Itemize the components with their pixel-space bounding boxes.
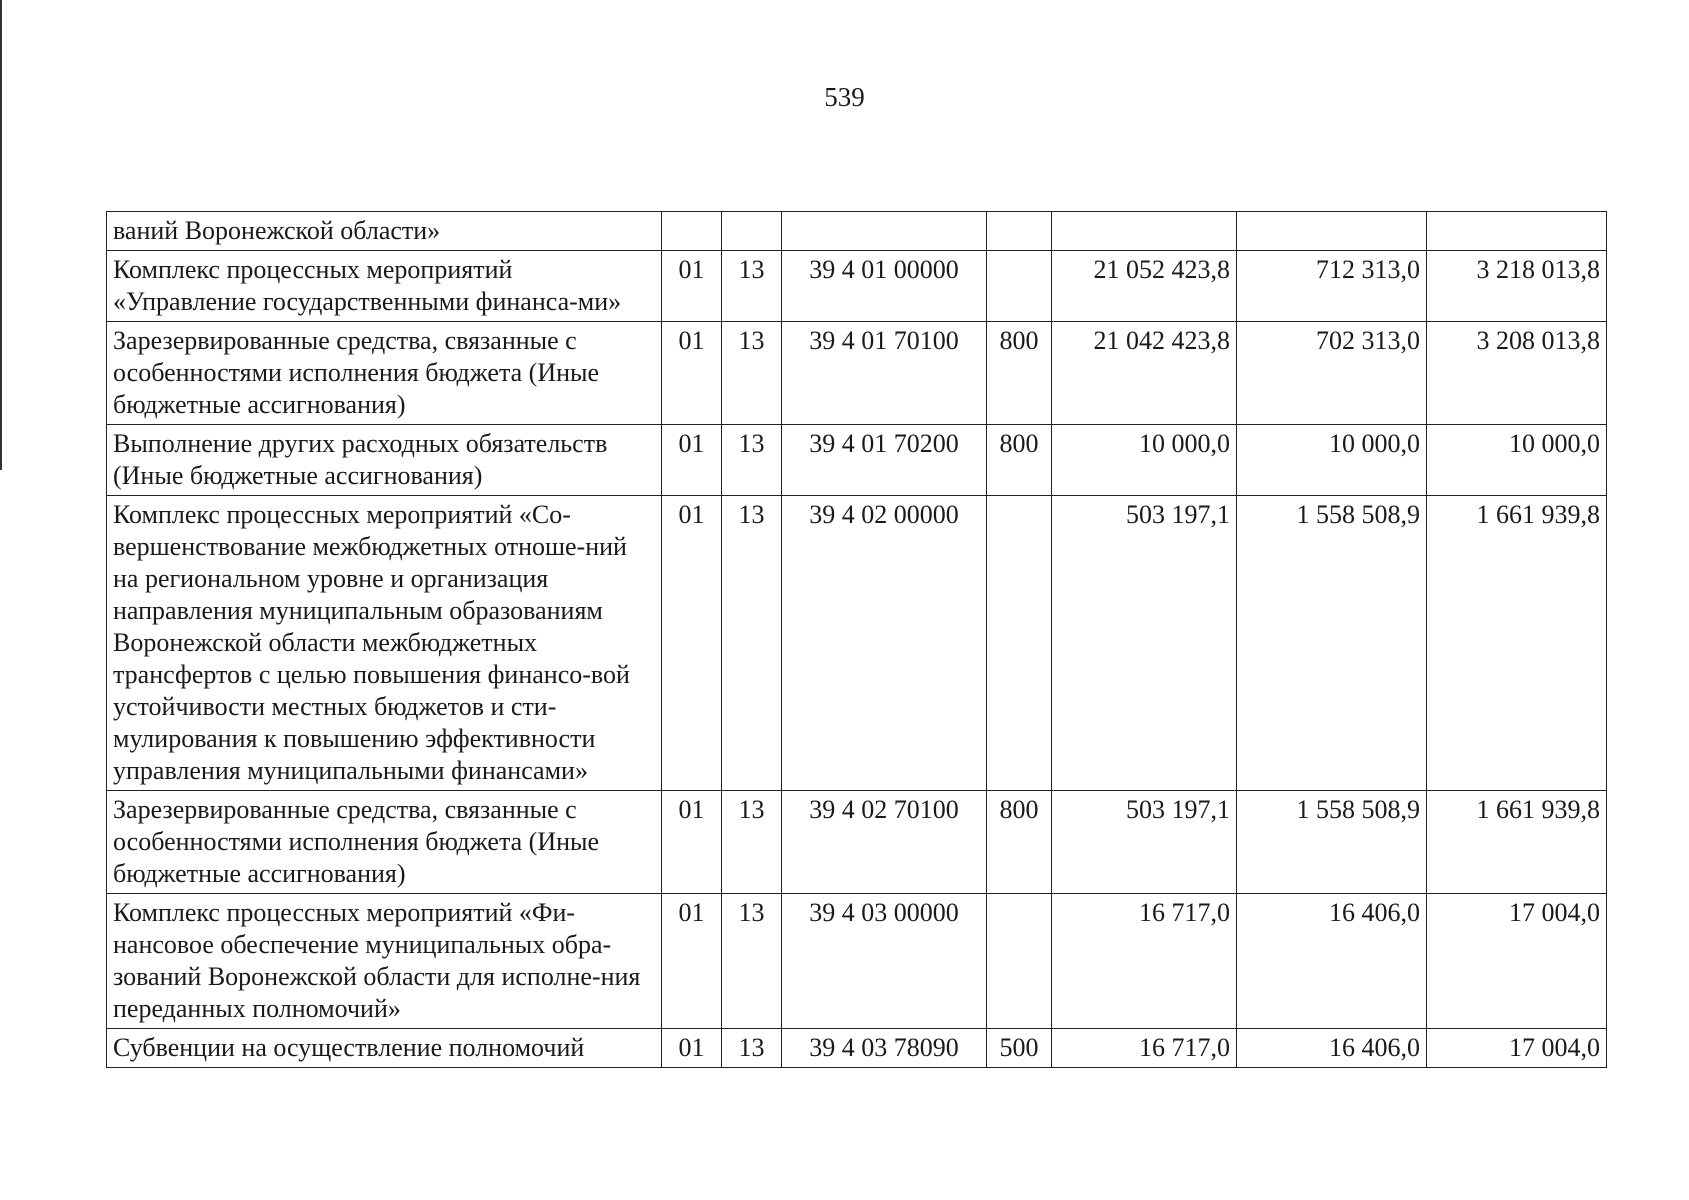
row-name: Зарезервированные средства, связанные с особенностями исполнения бюджета (Иные бюджетные ассигнования)	[107, 791, 662, 894]
row-subsection: 13	[722, 1029, 782, 1068]
row-amount-year3: 17 004,0	[1427, 894, 1607, 1029]
row-amount-year3: 10 000,0	[1427, 425, 1607, 496]
row-section: 01	[662, 1029, 722, 1068]
row-amount-year2: 10 000,0	[1237, 425, 1427, 496]
row-name: Комплекс процессных мероприятий «Управление государственными финанса-ми»	[107, 251, 662, 322]
row-target-article: 39 4 01 00000	[782, 251, 987, 322]
row-target-article: 39 4 03 78090	[782, 1029, 987, 1068]
row-section: 01	[662, 251, 722, 322]
row-subsection: 13	[722, 425, 782, 496]
row-name: Выполнение других расходных обязательств (Иные бюджетные ассигнования)	[107, 425, 662, 496]
row-amount-year3	[1427, 212, 1607, 251]
row-amount-year1: 503 197,1	[1052, 496, 1237, 791]
row-amount-year2	[1237, 212, 1427, 251]
page-edge-line	[0, 0, 2, 470]
row-amount-year2: 702 313,0	[1237, 322, 1427, 425]
row-target-article: 39 4 02 00000	[782, 496, 987, 791]
row-expense-type	[987, 496, 1052, 791]
row-target-article: 39 4 03 00000	[782, 894, 987, 1029]
table-row	[107, 322, 1607, 425]
row-expense-type: 800	[987, 322, 1052, 425]
row-subsection: 13	[722, 322, 782, 425]
row-expense-type	[987, 894, 1052, 1029]
row-amount-year3: 1 661 939,8	[1427, 791, 1607, 894]
row-expense-type: 800	[987, 425, 1052, 496]
row-amount-year2: 1 558 508,9	[1237, 791, 1427, 894]
row-section: 01	[662, 425, 722, 496]
table-row	[107, 212, 1607, 251]
row-amount-year1: 21 052 423,8	[1052, 251, 1237, 322]
row-section: 01	[662, 322, 722, 425]
row-subsection: 13	[722, 496, 782, 791]
row-amount-year1	[1052, 212, 1237, 251]
row-section: 01	[662, 894, 722, 1029]
row-name: Зарезервированные средства, связанные с особенностями исполнения бюджета (Иные бюджетные ассигнования)	[107, 322, 662, 425]
row-name: ваний Воронежской области»	[107, 212, 662, 251]
row-amount-year2: 16 406,0	[1237, 894, 1427, 1029]
table-row	[107, 1029, 1607, 1068]
table-row	[107, 894, 1607, 1029]
row-expense-type	[987, 212, 1052, 251]
row-amount-year1: 10 000,0	[1052, 425, 1237, 496]
row-target-article: 39 4 01 70100	[782, 322, 987, 425]
budget-table	[106, 211, 1607, 1068]
row-amount-year2: 712 313,0	[1237, 251, 1427, 322]
row-amount-year2: 1 558 508,9	[1237, 496, 1427, 791]
row-amount-year3: 17 004,0	[1427, 1029, 1607, 1068]
row-amount-year3: 3 208 013,8	[1427, 322, 1607, 425]
row-name: Комплекс процессных мероприятий «Со-вершенствование межбюджетных отноше-ний на региональном уровне и организация направления муниципальным образованиям Воронежской области межбюджетных трансфертов с целью повышения финансо-вой устойчивости местных бюджетов и сти-мулирования к повышению эффективности управления муниципальными финансами»	[107, 496, 662, 791]
row-subsection: 13	[722, 251, 782, 322]
row-amount-year2: 16 406,0	[1237, 1029, 1427, 1068]
table-row	[107, 496, 1607, 791]
page-number: 539	[824, 82, 865, 112]
row-expense-type: 500	[987, 1029, 1052, 1068]
row-amount-year3: 1 661 939,8	[1427, 496, 1607, 791]
row-expense-type	[987, 251, 1052, 322]
row-subsection: 13	[722, 894, 782, 1029]
row-name: Комплекс процессных мероприятий «Фи-нансовое обеспечение муниципальных обра-зований Воронежской области для исполне-ния переданных полномочий»	[107, 894, 662, 1029]
row-section	[662, 212, 722, 251]
row-amount-year1: 503 197,1	[1052, 791, 1237, 894]
row-target-article: 39 4 02 70100	[782, 791, 987, 894]
table-row	[107, 425, 1607, 496]
row-amount-year1: 16 717,0	[1052, 894, 1237, 1029]
row-target-article	[782, 212, 987, 251]
row-amount-year1: 21 042 423,8	[1052, 322, 1237, 425]
table-row	[107, 791, 1607, 894]
row-subsection: 13	[722, 791, 782, 894]
row-target-article: 39 4 01 70200	[782, 425, 987, 496]
row-amount-year3: 3 218 013,8	[1427, 251, 1607, 322]
row-subsection	[722, 212, 782, 251]
row-expense-type: 800	[987, 791, 1052, 894]
table-row	[107, 251, 1607, 322]
row-name: Субвенции на осуществление полномочий	[107, 1029, 662, 1068]
row-amount-year1: 16 717,0	[1052, 1029, 1237, 1068]
row-section: 01	[662, 791, 722, 894]
row-section: 01	[662, 496, 722, 791]
